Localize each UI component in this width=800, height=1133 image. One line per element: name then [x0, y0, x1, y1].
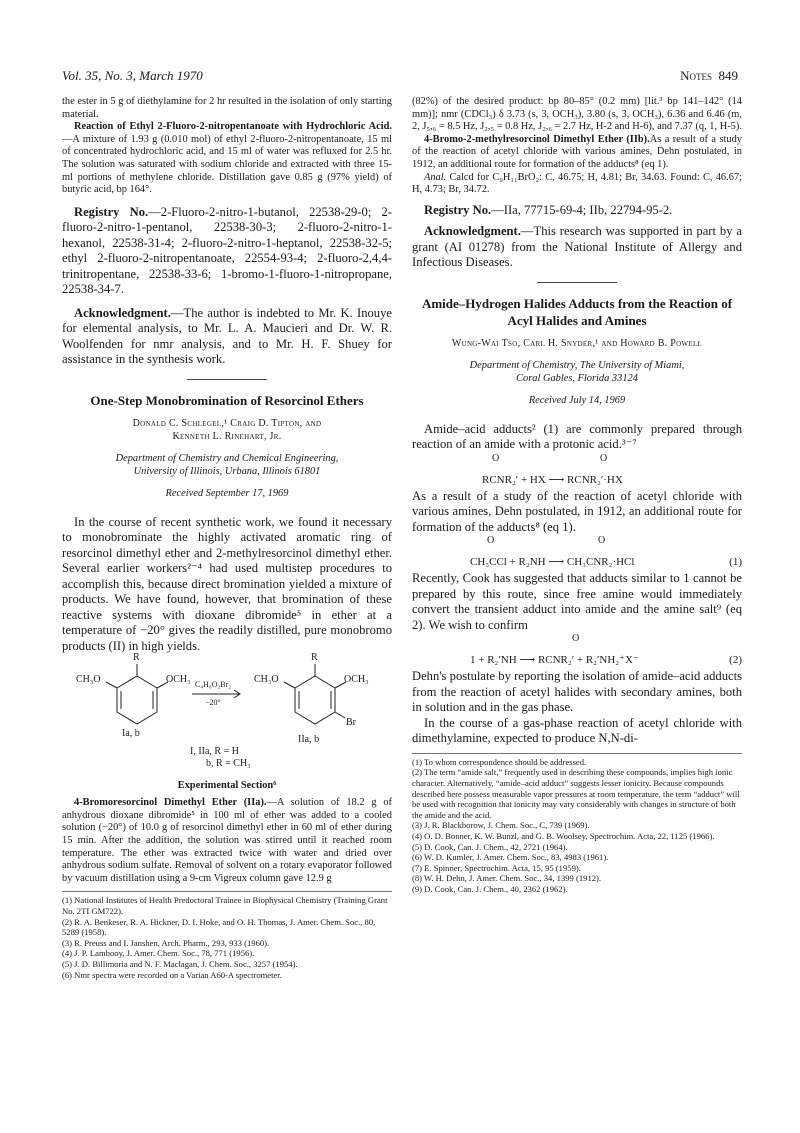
acknowledgment: Acknowledgment.—This research was supported in part by a grant (AI 01278) from the National Institute of Allergy and Infectious Diseases.: [412, 224, 742, 270]
authors: Wung-Wai Tso, Carl H. Snyder,¹ and Howard B. Powell: [451, 337, 703, 349]
divider: [537, 282, 617, 283]
page-header: [62, 68, 738, 86]
paragraph: Reaction of Ethyl 2-Fluoro-2-nitropentanoate with Hydrochloric Acid.—A mixture of 1.93 g (0.010 mol) of ethyl 2-fluoro-2-nitropentanoate, 15 ml of concentrated hydrochloric acid, and 15 ml of water was refluxed for 2.5 hr. The solution was saturated with sodium chloride and extracted with three 15-ml portions of methylene chloride. Distillation gave 0.85 g (97% yield) of butyric acid, bp 164°.: [62, 121, 392, 196]
footnotes: [62, 891, 392, 980]
intro-paragraph: Amide–acid adducts² (1) are commonly prepared through reaction of an amide with a protonic acid.³⁻⁷: [412, 421, 742, 452]
received-date: Received July 14, 1969: [528, 394, 626, 406]
affiliation: Department of Chemistry and Chemical Engineering, University of Illinois, Urbana, Illinois 61801: [115, 452, 339, 477]
paragraph: 4-Bromo-2-methylresorcinol Dimethyl Ether (IIb).As a result of a study of the reaction of acetyl chloride with various amines, Dehn postulated, in 1912, an additional route for formation of the adducts⁸ (eq 1).: [412, 133, 742, 170]
article-title: Amide–Hydrogen Halides Adducts from the Reaction of Acyl Halides and Amines: [421, 295, 733, 328]
footnote: (6) Nmr spectra were recorded on a Varian A60-A spectrometer.: [62, 969, 282, 980]
right-column: [412, 96, 742, 894]
paragraph: Recently, Cook has suggested that adducts similar to 1 cannot be prepared by this route, since free amine would immediately convert the transient adduct into amide and the amine salt⁹ (eq 2). We wish to confirm: [412, 571, 742, 632]
footnote: (8) W. H. Dehn, J. Amer. Chem. Soc., 34, 1399 (1912).: [412, 873, 602, 884]
footnote: (1) National Institutes of Health Predoctoral Trainee in Biophysical Chemistry (Training Grant No. 2TI GM722).: [62, 895, 388, 916]
article-title: One-Step Monobromination of Resorcinol Ethers: [90, 392, 364, 408]
acknowledgment: Acknowledgment.—The author is indebted to Mr. K. Inouye for elemental analysis, to Mr. L. A. Maucieri and Dr. W. R. Woolfenden for nmr analysis, and to Mr. H. F. Shuey for assistance in the synthesis work.: [62, 305, 392, 367]
received-date: Received September 17, 1969: [165, 487, 289, 499]
footnote: (3) J. R. Blackborow, J. Chem. Soc., C, 739 (1969).: [412, 820, 590, 831]
left-column: [62, 96, 392, 980]
paragraph: (82%) of the desired product: bp 80–85° (0.2 mm) [lit.³ bp 141–142° (14 mm)]; nmr (CDCl₃) δ 3.73 (s, 3, OCH₃), 3.80 (s, 3, OCH₃), 6.36 and 6.46 (m, 2, J₅,₆ = 8.5 Hz, J₂,₅ = 0.8 Hz, J₂,₆ = 2.7 Hz, H-2 and H-6), and 7.37 (q, 1, H-5).: [412, 96, 742, 133]
section-heading: Experimental Section⁶: [177, 780, 277, 792]
footnote: (2) The term “amide salt,” frequently used in describing these compounds, implies high ionic character. Alternatively, “amide–acid adduct” suggests lesser ionicity. Because compounds described here possess measurable vapor pressures at room temperature, the term “adduct” will be used with recognition that ionicity may vary considerably with changes in structure of both the amide and the acid.: [412, 767, 740, 820]
footnote: (1) To whom correspondence should be addressed.: [412, 756, 587, 767]
paragraph: As a result of a study of the reaction of acetyl chloride with various amines, Dehn postulated, in 1912, an additional route for formation of the adducts⁸ (eq 1).: [412, 488, 742, 534]
footnote: (2) R. A. Benkeser, R. A. Hickner, D. I. Hoke, and O. H. Thomas, J. Amer. Chem. Soc., 80, 5289 (1958).: [62, 916, 376, 938]
equation-1: O O CH₃CCl + R₂NH ⟶ CH₃CNR₂·HCl (1): [470, 535, 742, 569]
equation: O O RCNR₂′ + HX ⟶ RCNR₂′·HX: [482, 452, 623, 486]
footnote: (4) J. P. Lambooy, J. Amer. Chem. Soc., 78, 771 (1956).: [62, 948, 255, 959]
footnote: (6) W. D. Kumler, J. Amer. Chem. Soc., 83, 4983 (1961).: [412, 852, 609, 863]
analysis: Anal. Calcd for C₉H₁₁BrO₂: C, 46.75; H, 4.81; Br, 34.63. Found: C, 46.67; H, 4.73; Br, 34.72.: [412, 171, 742, 196]
paragraph: the ester in 5 g of diethylamine for 2 hr resulted in the isolation of only starting material.: [62, 96, 392, 120]
journal-info: Vol. 35, No. 3, March 1970: [62, 68, 203, 83]
page-number: 849: [718, 68, 738, 83]
paragraph: Dehn's postulate by reporting the isolation of amide–acid adducts from the reaction of acetyl halides with secondary amines, both in solution and in the gas phase.: [412, 669, 742, 715]
footnote: (5) D. Cook, Can. J. Chem., 42, 2721 (1964).: [412, 841, 568, 852]
authors: Donald C. Schlegel,¹ Craig D. Tipton, and Kenneth L. Rinehart, Jr.: [132, 417, 322, 442]
registry-numbers: Registry No.—IIa, 77715-69-4; IIb, 22794-95-2.: [424, 202, 673, 217]
footnote: (3) R. Preuss and I. Janshen, Arch. Pharm., 293, 933 (1960).: [62, 937, 270, 948]
footnote: (5) J. D. Billimoria and N. F. Maclagan, J. Chem. Soc., 3257 (1954).: [62, 958, 298, 969]
reaction-scheme: R CH₃O OCH₃ C₄H₈O₂Br₂ −20° R CH₃O OCH₃ Br Ia, b IIa, b I, IIa, R = H b, R = CH₃: [62, 654, 392, 772]
section-name: Notes: [680, 68, 712, 83]
footnote: (9) D. Cook, Can. J. Chem., 40, 2362 (1962).: [412, 883, 568, 894]
affiliation: Department of Chemistry, The University of Miami, Coral Gables, Florida 33124: [469, 359, 685, 384]
equation-2: O 1 + R₂′NH ⟶ RCNR₂′ + R₂′NH₂⁺X⁻ (2): [470, 633, 742, 667]
footnote: (7) E. Spinner, Spectrochim. Acta, 15, 95 (1959).: [412, 862, 581, 873]
divider: [187, 379, 267, 380]
benzene-rings-graphic: [62, 654, 392, 754]
footnote: (4) O. D. Bonner, K. W. Bunzl, and G. B. Woolsey, Spectrochim. Acta, 22, 1125 (1966).: [412, 830, 715, 841]
intro-paragraph: In the course of recent synthetic work, we found it necessary to monobrominate the highly activated aromatic ring of resorcinol dimethyl ether and 2-methylresorcinol dimethyl ether. Several earlier workers²⁻⁴ had used multistep procedures to accomplish this, because direct bromination yielded a mixture of products. We have found, however, that bromination of these reactive systems with dioxane dibromide⁵ in ether at a temperature of −20° gives the readily distilled, pure monobromo products (II) in high yields.: [62, 514, 392, 653]
registry-numbers: Registry No.—2-Fluoro-2-nitro-1-butanol, 22538-29-0; 2-fluoro-2-nitro-1-pentanol, 22538-30-3; 2-fluoro-2-nitro-1-hexanol, 22538-31-4; 2-fluoro-2-nitro-1-heptanol, 22538-32-5; ethyl 2-fluoro-2-nitropentanoate, 22554-93-4; 2-fluoro-2,4,4-trinitropentane, 22538-33-6; 1-bromo-1-fluoro-1-nitropropane, 22538-34-7.: [62, 204, 392, 297]
footnotes: [412, 753, 742, 895]
paragraph: In the course of a gas-phase reaction of acetyl chloride with dimethylamine, expected to produce N,N-di-: [412, 715, 742, 746]
experimental-paragraph: 4-Bromoresorcinol Dimethyl Ether (IIa).—A solution of 18.2 g of anhydrous dioxane dibromide⁵ in 100 ml of ether was added to a cooled solution (−20°) of 10.0 g of resorcinol dimethyl ether in 60 ml of ether during 15 min. After the addition, the solution was stirred until it reached room temperature. The ether was extracted twice with water and dried over anhydrous sodium sulfate. Removal of solvent on a rotary evaporator followed by vacuum distillation using a 9-cm Vigreux column gave 12.9 g: [62, 797, 392, 884]
